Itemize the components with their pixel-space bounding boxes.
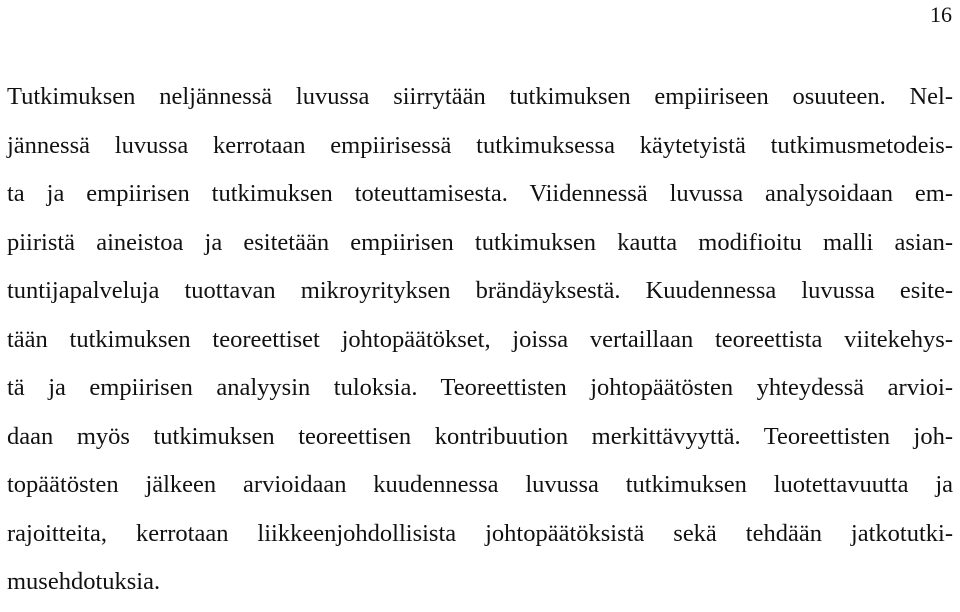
body-paragraph — [7, 78, 953, 612]
paragraph-line: rajoitteita, kerrotaan liikkeenjohdollisista johtopäätöksistä sekä tehdään jatkotutki- — [7, 519, 953, 547]
paragraph-line: tuntijapalveluja tuottavan mikroyrityksen brändäyksestä. Kuudennessa luvussa esite- — [7, 277, 953, 304]
page-number: 16 — [930, 2, 952, 27]
paragraph-line: jännessä luvussa kerrotaan empiirisessä tutkimuksessa käytetyistä tutkimusmetodeis- — [7, 131, 953, 159]
paragraph-line: daan myös tutkimuksen teoreettisen kontribuution merkittävyyttä. Teoreettisten joh- — [7, 422, 953, 450]
paragraph-line: topäätösten jälkeen arvioidaan kuudennessa luvussa tutkimuksen luotettavuutta ja — [7, 471, 953, 498]
paragraph-line: ta ja empiirisen tutkimuksen toteuttamisesta. Viidennessä luvussa analysoidaan em- — [7, 180, 953, 207]
paragraph-line: Tutkimuksen neljännessä luvussa siirrytään tutkimuksen empiiriseen osuuteen. Nel- — [7, 83, 953, 110]
paragraph-line-last: musehdotuksia. — [7, 568, 161, 595]
paragraph-line: tä ja empiirisen analyysin tuloksia. Teoreettisten johtopäätösten yhteydessä arvioi- — [7, 374, 953, 401]
paragraph-line: tään tutkimuksen teoreettiset johtopäätökset, joissa vertaillaan teoreettista viitekehys- — [7, 325, 953, 353]
paragraph-line: piiristä aineistoa ja esitetään empiirisen tutkimuksen kautta modifioitu malli asian- — [7, 228, 953, 256]
